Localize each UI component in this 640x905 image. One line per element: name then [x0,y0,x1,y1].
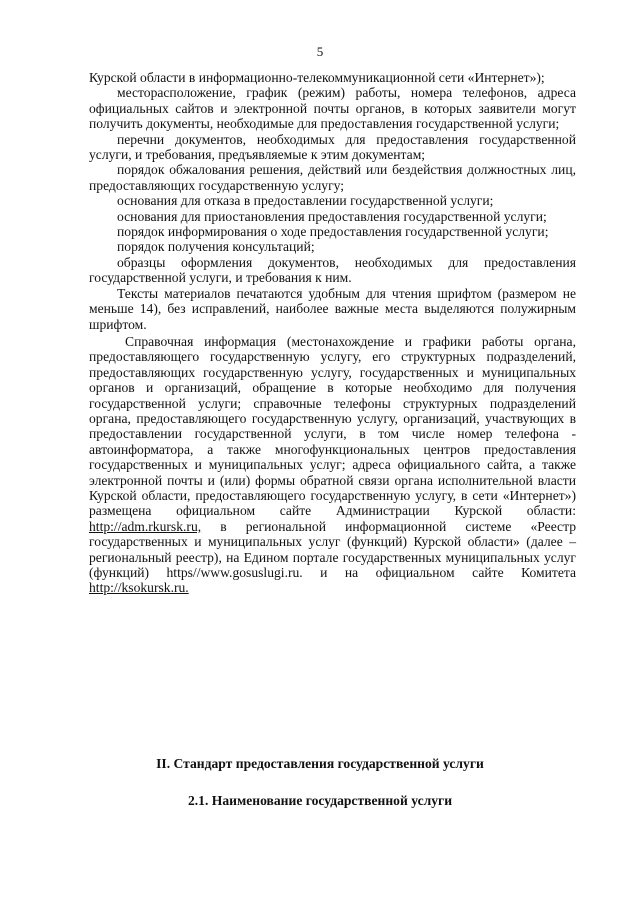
body-text [89,70,576,596]
reference-info-paragraph [89,334,576,596]
paragraph-10: Тексты материалов печатаются удобным для чтения шрифтом (размером не меньше 14), без исправлений, наиболее важные места выделяются полужирным шрифтом. [89,285,576,332]
committee-site-link[interactable]: http://ksokursk.ru. [89,580,189,596]
paragraph-8: порядок получения консультаций; [117,239,315,255]
reference-text-part-2: в региональной информационной системе «Реестр государственных и муниципальных услуг (функций) Курской области» (далее – региональный реестр), на Едином портале государственных муниципальных услуг (функций) https//www.gosuslugi.ru. и на официальном сайте Комитета [89,518,576,580]
subsection-heading: 2.1. Наименование государственной услуги [187,793,453,808]
paragraph-3: перечни документов, необходимых для предоставления государственной услуги, и требования, предъявляемые к этим документам; [89,131,576,163]
paragraph-7: порядок информирования о ходе предоставления государственной услуги; [117,224,549,240]
reference-text-part-1: Справочная информация (местонахождение и графики работы органа, предоставляющего государственную услугу, его структурных подразделений, предоставляющих государственную услугу, государственных и муниципальных органов и организаций, обращение в которые необходимо для получения государственной услуги; справочные телефоны структурных подразделений органа, предоставляющего государственную услугу, организаций, участвующих в предоставлении государственной услуги, в том числе номер телефона - автоинформатора, а также многофункциональных центров предоставления государственных и муниципальных услуг; адреса официального сайта, а также электронной почты и (или) формы обратной связи органа исполнительной власти Курской области, предоставляющего государственную услугу, в сети «Интернет») размещена официальном сайте Администрации Курской области: [89,333,576,519]
paragraph-6: основания для приостановления предоставления государственной услуги; [117,208,547,224]
paragraph-1: Курской области в информационно-телекоммуникационной сети «Интернет»); [89,70,545,85]
page-number: 5 [316,44,324,59]
paragraph-4: порядок обжалования решения, действий или бездействия должностных лиц, предоставляющих государственную услугу; [89,162,576,193]
admin-site-link[interactable]: http://adm.rkursk.ru, [89,518,202,534]
paragraph-5: основания для отказа в предоставлении государственной услуги; [117,193,494,209]
paragraph-2: месторасположение, график (режим) работы, номера телефонов, адреса официальных сайтов и электронной почты органов, в которых заявители могут получить документы, необходимые для предоставления государственной услуги; [89,85,576,132]
paragraph-9: образцы оформления документов, необходимых для предоставления государственной услуги, и требования к ним. [89,254,576,286]
section-heading: II. Стандарт предоставления государственной услуги [156,756,484,771]
